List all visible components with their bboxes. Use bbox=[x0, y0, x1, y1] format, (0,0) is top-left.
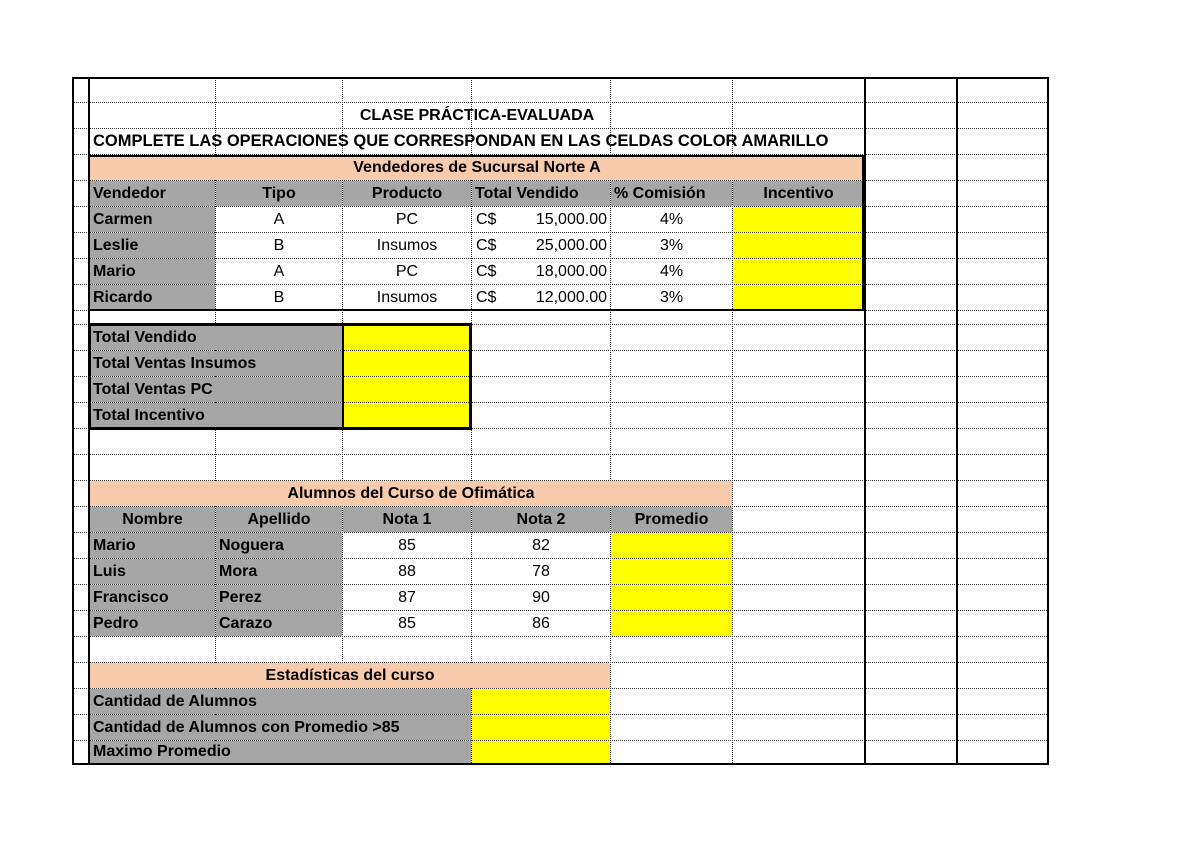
course-apellido-cell: Mora bbox=[216, 559, 342, 584]
course-nota2-cell: 82 bbox=[532, 536, 550, 554]
sales-header-vendedor: Vendedor bbox=[90, 181, 215, 206]
course-header-nota2: Nota 2 bbox=[472, 507, 610, 532]
sales-comision-cell: 3% bbox=[659, 236, 684, 254]
promedio-input-cell[interactable] bbox=[611, 533, 732, 558]
stats-alumnos-promedio-input[interactable] bbox=[472, 715, 610, 740]
stats-maximo-promedio-label: Maximo Promedio bbox=[90, 741, 471, 763]
course-nombre-cell: Pedro bbox=[90, 611, 215, 636]
stats-cantidad-alumnos-label: Cantidad de Alumnos bbox=[90, 689, 471, 714]
currency-symbol: C$ bbox=[476, 236, 497, 254]
stats-table-title: Estadísticas del curso bbox=[90, 663, 610, 688]
sheet-title: CLASE PRÁCTICA-EVALUADA bbox=[359, 106, 595, 124]
sales-total-value: 25,000.00 bbox=[535, 236, 607, 254]
sales-tipo-cell: B bbox=[273, 288, 285, 306]
total-vendido-label: Total Vendido bbox=[90, 325, 342, 350]
sales-header-tipo: Tipo bbox=[216, 181, 342, 206]
totals-block-border bbox=[88, 323, 472, 430]
sales-producto-cell: PC bbox=[395, 262, 419, 280]
sales-producto-cell: Insumos bbox=[376, 236, 438, 254]
total-ventas-pc-label: Total Ventas PC bbox=[90, 377, 342, 402]
course-nota1-cell: 87 bbox=[398, 588, 416, 606]
sales-comision-cell: 4% bbox=[659, 210, 684, 228]
course-header-apellido: Apellido bbox=[216, 507, 342, 532]
promedio-input-cell[interactable] bbox=[611, 585, 732, 610]
sales-total-value: 15,000.00 bbox=[535, 210, 607, 228]
sales-vendedor-cell: Ricardo bbox=[90, 285, 215, 310]
course-nota2-cell: 86 bbox=[532, 614, 550, 632]
sales-total-value: 18,000.00 bbox=[535, 262, 607, 280]
currency-symbol: C$ bbox=[476, 262, 497, 280]
instruction-text: COMPLETE LAS OPERACIONES QUE CORRESPONDAN EN LAS CELDAS COLOR AMARILLO bbox=[93, 132, 829, 150]
course-apellido-cell: Noguera bbox=[216, 533, 342, 558]
course-nota1-cell: 88 bbox=[398, 562, 416, 580]
sales-header-comision: % Comisión bbox=[611, 181, 732, 206]
sales-table-border bbox=[88, 155, 864, 311]
sales-header-incentivo: Incentivo bbox=[733, 181, 864, 206]
sales-header-total: Total Vendido bbox=[472, 181, 610, 206]
stats-alumnos-promedio-label: Cantidad de Alumnos con Promedio >85 bbox=[90, 715, 471, 740]
sales-total-value: 12,000.00 bbox=[535, 288, 607, 306]
course-nota1-cell: 85 bbox=[398, 536, 416, 554]
sales-producto-cell: PC bbox=[395, 210, 419, 228]
course-nota2-cell: 78 bbox=[532, 562, 550, 580]
course-apellido-cell: Carazo bbox=[216, 611, 342, 636]
sales-header-producto: Producto bbox=[343, 181, 471, 206]
course-apellido-cell: Perez bbox=[216, 585, 342, 610]
course-header-nombre: Nombre bbox=[90, 507, 215, 532]
stats-maximo-promedio-input[interactable] bbox=[472, 741, 610, 763]
currency-symbol: C$ bbox=[476, 210, 497, 228]
sales-tipo-cell: A bbox=[273, 262, 285, 280]
total-incentivo-label: Total Incentivo bbox=[90, 403, 342, 428]
sales-vendedor-cell: Carmen bbox=[90, 207, 215, 232]
course-table-title: Alumnos del Curso de Ofimática bbox=[90, 481, 732, 506]
spreadsheet bbox=[72, 77, 1049, 765]
total-ventas-insumos-label: Total Ventas Insumos bbox=[90, 351, 342, 376]
sales-vendedor-cell: Mario bbox=[90, 259, 215, 284]
sales-vendedor-cell: Leslie bbox=[90, 233, 215, 258]
stats-cantidad-alumnos-input[interactable] bbox=[472, 689, 610, 714]
sales-producto-cell: Insumos bbox=[376, 288, 438, 306]
sales-tipo-cell: A bbox=[273, 210, 285, 228]
sales-tipo-cell: B bbox=[273, 236, 285, 254]
course-nombre-cell: Luis bbox=[90, 559, 215, 584]
promedio-input-cell[interactable] bbox=[611, 559, 732, 584]
course-header-promedio: Promedio bbox=[611, 507, 732, 532]
course-nota2-cell: 90 bbox=[532, 588, 550, 606]
course-nombre-cell: Mario bbox=[90, 533, 215, 558]
promedio-input-cell[interactable] bbox=[611, 611, 732, 636]
sales-comision-cell: 4% bbox=[659, 262, 684, 280]
currency-symbol: C$ bbox=[476, 288, 497, 306]
course-nombre-cell: Francisco bbox=[90, 585, 215, 610]
course-nota1-cell: 85 bbox=[398, 614, 416, 632]
sales-table-title: Vendedores de Sucursal Norte A bbox=[90, 155, 864, 180]
sales-comision-cell: 3% bbox=[659, 288, 684, 306]
course-header-nota1: Nota 1 bbox=[343, 507, 471, 532]
